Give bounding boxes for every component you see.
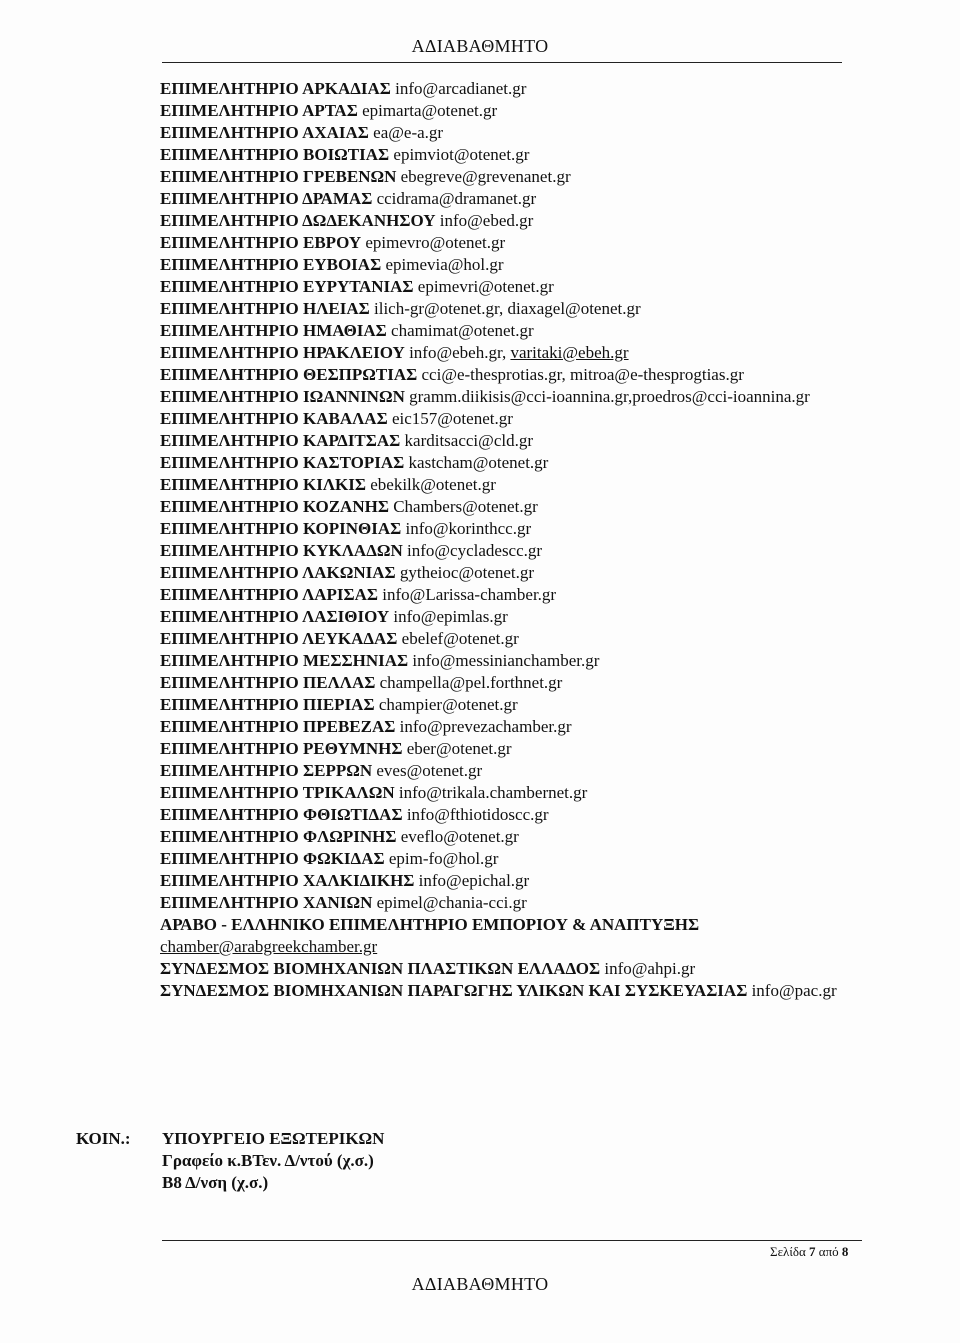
recipient-entry <box>160 694 840 716</box>
recipient-entry <box>160 408 840 430</box>
recipient-email-link[interactable]: ilich-gr@otenet.gr, diaxagel@otenet.gr <box>374 299 641 318</box>
page-of: από <box>818 1244 839 1259</box>
recipient-name: ΕΠΙΜΕΛΗΤΗΡΙΟ ΒΟΙΩΤΙΑΣ <box>160 145 390 164</box>
recipient-entry <box>160 452 840 474</box>
recipient-name: ΕΠΙΜΕΛΗΤΗΡΙΟ ΚΑΣΤΟΡΙΑΣ <box>160 453 405 472</box>
recipient-entry <box>160 584 840 606</box>
recipient-list <box>160 78 840 1002</box>
recipient-email-link[interactable]: info@arcadianet.gr <box>395 79 527 98</box>
recipient-email-link[interactable]: info@epimlas.gr <box>393 607 508 626</box>
recipient-entry <box>160 210 840 232</box>
recipient-entry <box>160 320 840 342</box>
koin-recipients <box>162 1128 384 1194</box>
recipient-email-link[interactable]: info@prevezachamber.gr <box>399 717 572 736</box>
recipient-email-link[interactable]: varitaki@ebeh.gr <box>510 343 629 362</box>
page-total: 8 <box>841 1244 849 1259</box>
recipient-email-link[interactable]: ebegreve@grevenanet.gr <box>400 167 571 186</box>
recipient-name: ΕΠΙΜΕΛΗΤΗΡΙΟ ΑΡΤΑΣ <box>160 101 358 120</box>
recipient-name: ΑΡΑΒΟ - ΕΛΛΗΝΙΚΟ ΕΠΙΜΕΛΗΤΗΡΙΟ ΕΜΠΟΡΙΟΥ & ΑΝΑΠΤΥΞΗΣ <box>160 915 700 934</box>
recipient-name: ΕΠΙΜΕΛΗΤΗΡΙΟ ΚΑΒΑΛΑΣ <box>160 409 388 428</box>
recipient-entry <box>160 276 840 298</box>
recipient-email-link[interactable]: info@korinthcc.gr <box>405 519 532 538</box>
recipient-email-link[interactable]: kastcham@otenet.gr <box>408 453 549 472</box>
recipient-email-link[interactable]: epimevro@otenet.gr <box>365 233 506 252</box>
recipient-name: ΕΠΙΜΕΛΗΤΗΡΙΟ ΛΑΚΩΝΙΑΣ <box>160 563 396 582</box>
recipient-email-link[interactable]: ccidrama@dramanet.gr <box>376 189 537 208</box>
recipient-email-link[interactable]: ebelef@otenet.gr <box>401 629 519 648</box>
recipient-entry <box>160 298 840 320</box>
recipient-name: ΕΠΙΜΕΛΗΤΗΡΙΟ ΛΑΣΙΘΙΟΥ <box>160 607 390 626</box>
recipient-name: ΕΠΙΜΕΛΗΤΗΡΙΟ ΚΥΚΛΑΔΩΝ <box>160 541 403 560</box>
recipient-email-link[interactable]: info@ebed.gr <box>439 211 534 230</box>
recipient-name: ΕΠΙΜΕΛΗΤΗΡΙΟ ΜΕΣΣΗΝΙΑΣ <box>160 651 409 670</box>
recipient-entry <box>160 496 840 518</box>
recipient-entry <box>160 628 840 650</box>
recipient-email-link[interactable]: ea@e-a.gr <box>373 123 444 142</box>
recipient-entry <box>160 892 840 914</box>
classification-footer: ΑΔΙΑΒΑΘΜΗΤΟ <box>411 1274 549 1294</box>
recipient-email-link[interactable]: champier@otenet.gr <box>378 695 518 714</box>
recipient-name: ΕΠΙΜΕΛΗΤΗΡΙΟ ΡΕΘΥΜΝΗΣ <box>160 739 403 758</box>
recipient-email-link[interactable]: info@fthiotidoscc.gr <box>406 805 549 824</box>
page-label: Σελίδα <box>770 1244 806 1259</box>
recipient-email-link[interactable]: gramm.diikisis@cci-ioannina.gr,proedros@cci-ioannina.gr <box>409 387 810 406</box>
recipient-entry <box>160 650 840 672</box>
recipient-name: ΕΠΙΜΕΛΗΤΗΡΙΟ ΚΟΖΑΝΗΣ <box>160 497 389 516</box>
recipient-entry <box>160 100 840 122</box>
recipient-email-link[interactable]: gytheioc@otenet.gr <box>399 563 535 582</box>
recipient-email-link[interactable]: epimevri@otenet.gr <box>417 277 554 296</box>
footer-divider <box>162 1240 862 1241</box>
recipient-entry <box>160 782 840 804</box>
recipient-name: ΕΠΙΜΕΛΗΤΗΡΙΟ ΑΧΑΙΑΣ <box>160 123 369 142</box>
recipient-email-link[interactable]: cci@e-thesprotias.gr, mitroa@e-thesprogtias.gr <box>421 365 744 384</box>
recipient-name: ΕΠΙΜΕΛΗΤΗΡΙΟ ΚΟΡΙΝΘΙΑΣ <box>160 519 402 538</box>
recipient-email-link[interactable]: epim-fo@hol.gr <box>388 849 499 868</box>
recipient-entry <box>160 848 840 870</box>
recipient-entry <box>160 980 840 1002</box>
recipient-name: ΕΠΙΜΕΛΗΤΗΡΙΟ ΓΡΕΒΕΝΩΝ <box>160 167 397 186</box>
recipient-name: ΕΠΙΜΕΛΗΤΗΡΙΟ ΕΥΡΥΤΑΝΙΑΣ <box>160 277 414 296</box>
recipient-email-link[interactable]: eves@otenet.gr <box>376 761 483 780</box>
recipient-name: ΕΠΙΜΕΛΗΤΗΡΙΟ ΛΕΥΚΑΔΑΣ <box>160 629 398 648</box>
recipient-entry <box>160 342 840 364</box>
recipient-name: ΕΠΙΜΕΛΗΤΗΡΙΟ ΚΙΛΚΙΣ <box>160 475 366 494</box>
recipient-entry <box>160 188 840 210</box>
recipient-name: ΕΠΙΜΕΛΗΤΗΡΙΟ ΤΡΙΚΑΛΩΝ <box>160 783 395 802</box>
page-current: 7 <box>809 1244 816 1259</box>
recipient-name: ΕΠΙΜΕΛΗΤΗΡΙΟ ΧΑΝΙΩΝ <box>160 893 373 912</box>
recipient-entry <box>160 826 840 848</box>
recipient-email-link[interactable]: epimviot@otenet.gr <box>393 145 530 164</box>
recipient-email-link[interactable]: info@trikala.chambernet.gr <box>398 783 588 802</box>
recipient-entry <box>160 122 840 144</box>
page-number <box>770 1244 848 1260</box>
recipient-name: ΕΠΙΜΕΛΗΤΗΡΙΟ ΠΙΕΡΙΑΣ <box>160 695 375 714</box>
recipient-entry <box>160 804 840 826</box>
recipient-email-link[interactable]: epimarta@otenet.gr <box>362 101 498 120</box>
recipient-name: ΕΠΙΜΕΛΗΤΗΡΙΟ ΚΑΡΔΙΤΣΑΣ <box>160 431 401 450</box>
recipient-entry <box>160 144 840 166</box>
recipient-name: ΕΠΙΜΕΛΗΤΗΡΙΟ ΣΕΡΡΩΝ <box>160 761 373 780</box>
recipient-entry <box>160 672 840 694</box>
recipient-name: ΕΠΙΜΕΛΗΤΗΡΙΟ ΛΑΡΙΣΑΣ <box>160 585 379 604</box>
recipient-entry <box>160 78 840 100</box>
recipient-entry <box>160 540 840 562</box>
classification-header: ΑΔΙΑΒΑΘΜΗΤΟ <box>411 36 549 56</box>
recipient-entry <box>160 518 840 540</box>
recipient-name: ΕΠΙΜΕΛΗΤΗΡΙΟ ΕΒΡΟΥ <box>160 233 362 252</box>
recipient-entry <box>160 562 840 584</box>
recipient-name: ΕΠΙΜΕΛΗΤΗΡΙΟ ΦΛΩΡΙΝΗΣ <box>160 827 397 846</box>
recipient-email-link[interactable]: info@epichal.gr <box>418 871 530 890</box>
recipient-name: ΕΠΙΜΕΛΗΤΗΡΙΟ ΕΥΒΟΙΑΣ <box>160 255 382 274</box>
recipient-name: ΕΠΙΜΕΛΗΤΗΡΙΟ ΗΡΑΚΛΕΙΟΥ <box>160 343 405 362</box>
recipient-name: ΕΠΙΜΕΛΗΤΗΡΙΟ ΦΘΙΩΤΙΔΑΣ <box>160 805 403 824</box>
recipient-entry <box>160 716 840 738</box>
recipient-email-link[interactable]: info@Larissa-chamber.gr <box>382 585 557 604</box>
recipient-name: ΕΠΙΜΕΛΗΤΗΡΙΟ ΑΡΚΑΔΙΑΣ <box>160 79 391 98</box>
recipient-name: ΕΠΙΜΕΛΗΤΗΡΙΟ ΙΩΑΝΝΙΝΩΝ <box>160 387 405 406</box>
recipient-email-link[interactable]: chamber@arabgreekchamber.gr <box>160 937 378 956</box>
recipient-entry <box>160 232 840 254</box>
koin-label: ΚΟΙΝ.: <box>76 1129 131 1148</box>
koin-line: ΥΠΟΥΡΓΕΙΟ ΕΞΩΤΕΡΙΚΩΝ <box>162 1129 385 1148</box>
recipient-name: ΣΥΝΔΕΣΜΟΣ ΒΙΟΜΗΧΑΝΙΩΝ ΠΛΑΣΤΙΚΩΝ ΕΛΛΑΔΟΣ <box>160 959 601 978</box>
recipient-name: ΕΠΙΜΕΛΗΤΗΡΙΟ ΠΕΛΛΑΣ <box>160 673 376 692</box>
recipient-entry <box>160 738 840 760</box>
recipient-entry <box>160 914 840 958</box>
recipient-email-link[interactable]: info@messinianchamber.gr <box>412 651 600 670</box>
recipient-name: ΕΠΙΜΕΛΗΤΗΡΙΟ ΗΛΕΙΑΣ <box>160 299 370 318</box>
recipient-email-link[interactable]: champella@pel.forthnet.gr <box>379 673 563 692</box>
recipient-entry <box>160 254 840 276</box>
koin-line: Γραφείο κ.ΒΤεν. Δ/ντού (χ.σ.) <box>162 1151 374 1170</box>
recipient-entry <box>160 364 840 386</box>
recipient-name: ΕΠΙΜΕΛΗΤΗΡΙΟ ΧΑΛΚΙΔΙΚΗΣ <box>160 871 415 890</box>
recipient-email-link[interactable]: chamimat@otenet.gr <box>391 321 534 340</box>
recipient-email-link[interactable]: info@cycladescc.gr <box>407 541 543 560</box>
recipient-name: ΕΠΙΜΕΛΗΤΗΡΙΟ ΘΕΣΠΡΩΤΙΑΣ <box>160 365 418 384</box>
recipient-email-link[interactable]: info@ahpi.gr <box>604 959 696 978</box>
recipient-entry <box>160 760 840 782</box>
recipient-email-link[interactable]: eveflo@otenet.gr <box>400 827 519 846</box>
recipient-name: ΕΠΙΜΕΛΗΤΗΡΙΟ ΦΩΚΙΔΑΣ <box>160 849 385 868</box>
recipient-entry <box>160 386 840 408</box>
recipient-entry <box>160 430 840 452</box>
recipient-name: ΕΠΙΜΕΛΗΤΗΡΙΟ ΗΜΑΘΙΑΣ <box>160 321 387 340</box>
recipient-email-link[interactable]: eber@otenet.gr <box>406 739 512 758</box>
recipient-entry <box>160 606 840 628</box>
koin-line: Β8 Δ/νση (χ.σ.) <box>162 1173 269 1192</box>
recipient-email-link[interactable]: epimel@chania-cci.gr <box>376 893 527 912</box>
recipient-email-link[interactable]: info@pac.gr <box>751 981 837 1000</box>
recipient-name: ΕΠΙΜΕΛΗΤΗΡΙΟ ΔΡΑΜΑΣ <box>160 189 373 208</box>
recipient-email-link[interactable]: Chambers@otenet.gr <box>393 497 538 516</box>
recipient-name: ΣΥΝΔΕΣΜΟΣ ΒΙΟΜΗΧΑΝΙΩΝ ΠΑΡΑΓΩΓΗΣ ΥΛΙΚΩΝ ΚΑΙ ΣΥΣΚΕΥΑΣΙΑΣ <box>160 981 748 1000</box>
recipient-name: ΕΠΙΜΕΛΗΤΗΡΙΟ ΠΡΕΒΕΖΑΣ <box>160 717 396 736</box>
header-divider <box>162 62 842 63</box>
recipient-name: ΕΠΙΜΕΛΗΤΗΡΙΟ ΔΩΔΕΚΑΝΗΣΟΥ <box>160 211 436 230</box>
recipient-email-link[interactable]: karditsacci@cld.gr <box>404 431 533 450</box>
recipient-entry <box>160 870 840 892</box>
recipient-entry <box>160 474 840 496</box>
recipient-email-link[interactable]: ebekilk@otenet.gr <box>370 475 496 494</box>
recipient-entry <box>160 166 840 188</box>
recipient-email-link[interactable]: eic157@otenet.gr <box>391 409 513 428</box>
recipient-email-link[interactable]: epimevia@hol.gr <box>385 255 504 274</box>
recipient-entry <box>160 958 840 980</box>
recipient-email-link[interactable]: info@ebeh.gr, <box>409 343 507 362</box>
